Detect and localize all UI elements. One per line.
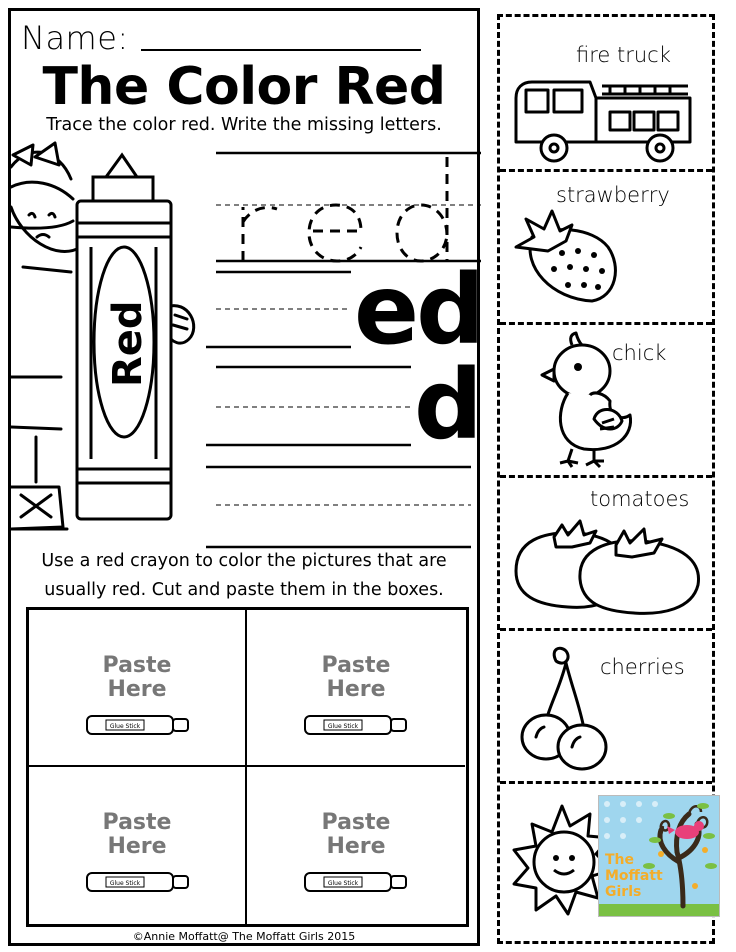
paste-box-3[interactable] [29,767,247,924]
glue-stick-icon [304,869,408,895]
name-write-line [141,49,421,51]
paste-box-4[interactable] [247,767,465,924]
paste-here-text [247,654,465,702]
glue-stick-icon [86,869,190,895]
strawberry-label: strawberry [556,183,670,207]
paste-line2: Here [107,834,167,859]
fill-in-letters-ed: ed [354,254,482,366]
page-title: The Color Red [42,57,446,117]
name-label: Name: [21,19,129,57]
paste-instruction [11,547,477,605]
trace-instruction: Trace the color red. Write the missing letters. [46,115,442,135]
glue-stick-icon [86,712,190,738]
paste-line2: Here [107,677,167,702]
logo-text-line2: Moffatt [605,868,663,884]
tomatoes-label: tomatoes [590,487,690,511]
cut-line [500,169,712,172]
logo-text-line3: Girls [605,884,642,900]
chick-icon[interactable] [538,331,638,471]
glue-stick-icon [304,712,408,738]
svg-text:Glue Stick: Glue Stick [327,880,359,887]
paste-instruction-line1: Use a red crayon to color the pictures that are [41,551,447,571]
paste-line1: Paste [321,653,391,678]
copyright-text: ©Annie Moffatt@ The Moffatt Girls 2015 [132,930,356,943]
paste-line2: Here [326,677,386,702]
svg-text:Glue Stick: Glue Stick [109,880,141,887]
paste-here-text [247,811,465,859]
cherries-label: cherries [600,655,685,679]
chick-label: chick [612,341,667,365]
moffatt-girls-logo [598,795,720,917]
paste-line2: Here [326,834,386,859]
cut-line [500,322,712,325]
svg-text:Glue Stick: Glue Stick [109,723,141,730]
paste-instruction-line2: usually red. Cut and paste them in the boxes. [44,580,444,600]
paste-box-grid [26,607,469,927]
cut-line [500,628,712,631]
paste-here-text [29,811,245,859]
paste-here-text [29,654,245,702]
tomatoes-icon[interactable] [512,511,704,615]
paste-box-2[interactable] [247,610,465,767]
strawberry-icon[interactable] [512,207,622,307]
sun-icon[interactable] [512,792,612,932]
fire-truck-label: fire truck [576,43,671,67]
worksheet-page [8,8,480,946]
cherries-icon[interactable] [520,643,610,773]
paste-line1: Paste [321,810,391,835]
paste-box-1[interactable] [29,610,247,767]
svg-text:Glue Stick: Glue Stick [327,723,359,730]
paste-line1: Paste [102,810,172,835]
paste-line1: Paste [102,653,172,678]
fire-truck-icon[interactable] [510,72,700,164]
logo-text [605,852,665,900]
cut-line [500,781,712,784]
fill-in-letters-d: d [414,349,480,461]
logo-text-line1: The [605,852,635,868]
cut-line [500,475,712,478]
crayon-label: Red [105,300,151,387]
traceable-word-red [243,157,447,261]
